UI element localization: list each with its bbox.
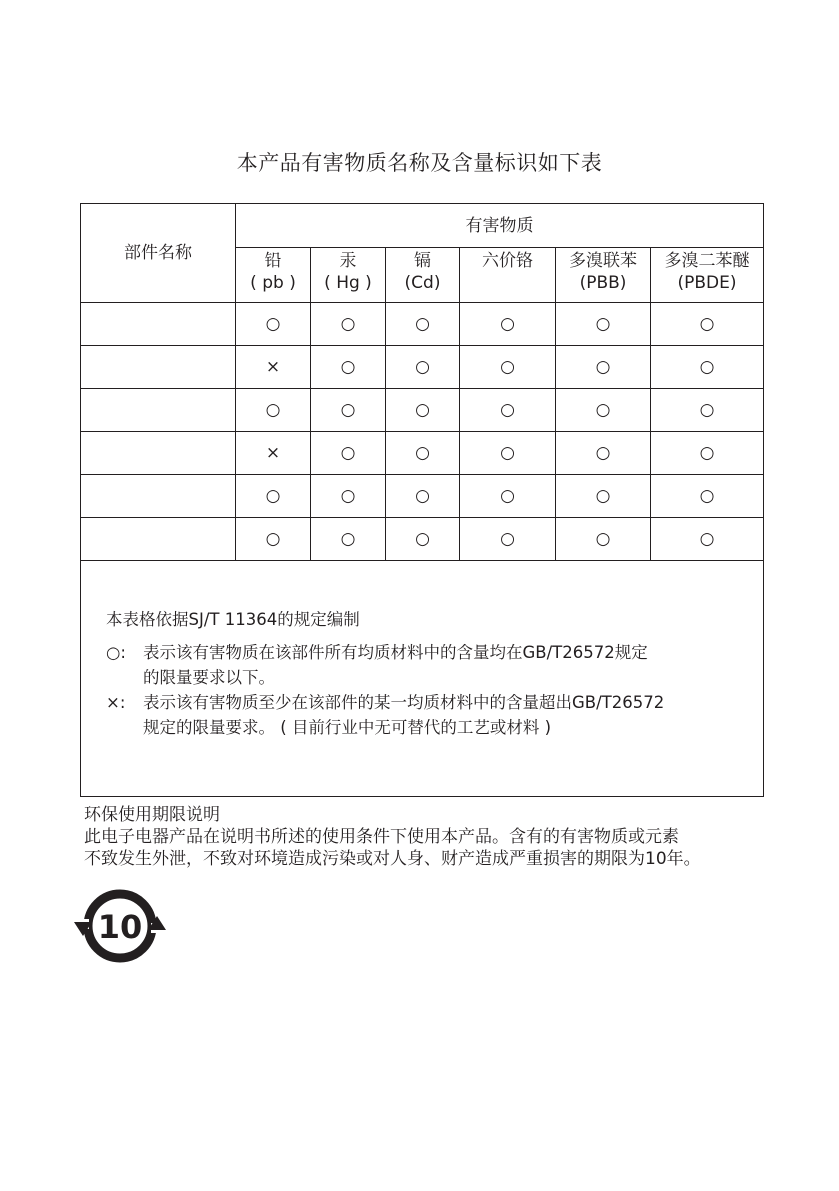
substance-name: 六价铬 (482, 251, 533, 271)
epup-heading: 环保使用期限说明 (84, 805, 220, 825)
part-name-cell (81, 475, 236, 518)
compliance-mark: ○ (651, 303, 764, 346)
compliance-mark: ○ (651, 389, 764, 432)
substance-name: 汞 (339, 251, 357, 271)
substance-header-4 (556, 248, 651, 303)
part-name-cell (81, 346, 236, 389)
substance-symbol: (PBB) (579, 273, 627, 293)
table-row (81, 389, 764, 432)
substance-header-2 (386, 248, 460, 303)
compliance-mark: ○ (651, 475, 764, 518)
circle-note (106, 640, 664, 665)
substance-name: 多溴联苯 (569, 251, 637, 271)
compliance-mark: × (236, 432, 311, 475)
compliance-mark: ○ (460, 346, 556, 389)
compliance-mark: ○ (556, 475, 651, 518)
part-name-cell (81, 303, 236, 346)
substance-name: 多溴二苯醚 (664, 251, 750, 271)
substance-name: 铅 (264, 251, 282, 271)
compliance-mark: ○ (460, 432, 556, 475)
part-name-cell (81, 518, 236, 561)
table-notes (81, 561, 764, 797)
substance-symbol: (PBDE) (677, 273, 737, 293)
epup-statement (84, 804, 701, 870)
circle-symbol: ○: (106, 643, 126, 662)
circle-note-text-2: 的限量要求以下。 (143, 668, 275, 687)
epup-10-year-logo-icon (74, 886, 166, 966)
standard-basis-note: 本表格依据SJ/T 11364的规定编制 (106, 610, 360, 629)
compliance-mark: ○ (651, 346, 764, 389)
compliance-mark: ○ (311, 432, 386, 475)
substance-symbol: (Cd) (404, 273, 441, 293)
compliance-mark: ○ (556, 389, 651, 432)
compliance-mark: ○ (556, 303, 651, 346)
compliance-mark: ○ (386, 346, 460, 389)
compliance-mark: ○ (236, 389, 311, 432)
table-row (81, 475, 764, 518)
substance-header-5 (651, 248, 764, 303)
compliance-mark: ○ (556, 346, 651, 389)
substance-header-3 (460, 248, 556, 303)
compliance-mark: ○ (386, 432, 460, 475)
compliance-mark: ○ (460, 475, 556, 518)
compliance-mark: ○ (651, 518, 764, 561)
cross-note-continued (106, 715, 664, 740)
part-name-header (81, 204, 236, 303)
compliance-mark: ○ (236, 518, 311, 561)
epup-line-1: 此电子电器产品在说明书所述的使用条件下使用本产品。含有的有害物质或元素 (84, 827, 679, 847)
circle-note-continued (106, 665, 664, 690)
cross-symbol: ×: (106, 693, 126, 712)
cross-note-text-2: 规定的限量要求。 ( 目前行业中无可替代的工艺或材料 ) (143, 718, 552, 737)
circle-note-text: 表示该有害物质在该部件所有均质材料中的含量均在GB/T26572规定 (143, 643, 648, 662)
compliance-mark: ○ (386, 518, 460, 561)
compliance-mark: ○ (311, 475, 386, 518)
notes-block (106, 607, 664, 740)
compliance-mark: ○ (556, 432, 651, 475)
compliance-mark: ○ (311, 303, 386, 346)
part-name-header-label: 部件名称 (124, 243, 192, 263)
table-body (81, 303, 764, 561)
table-row (81, 346, 764, 389)
table-row (81, 518, 764, 561)
compliance-mark: ○ (236, 475, 311, 518)
page-title: 本产品有害物质名称及含量标识如下表 (236, 151, 603, 175)
substance-header-0 (236, 248, 311, 303)
compliance-mark: ○ (386, 303, 460, 346)
compliance-mark: ○ (460, 303, 556, 346)
hazardous-substance-table (80, 203, 764, 797)
substance-header-1 (311, 248, 386, 303)
cross-note-text: 表示该有害物质至少在该部件的某一均质材料中的含量超出GB/T26572 (143, 693, 665, 712)
compliance-mark: ○ (556, 518, 651, 561)
compliance-mark: ○ (311, 518, 386, 561)
part-name-cell (81, 432, 236, 475)
table-row (81, 432, 764, 475)
compliance-mark: ○ (386, 389, 460, 432)
substance-name: 镉 (414, 251, 431, 271)
cross-note (106, 690, 664, 715)
part-name-cell (81, 389, 236, 432)
compliance-mark: ○ (311, 389, 386, 432)
compliance-mark: ○ (311, 346, 386, 389)
compliance-mark: ○ (386, 475, 460, 518)
compliance-mark: ○ (651, 432, 764, 475)
table-row (81, 303, 764, 346)
compliance-mark: × (236, 346, 311, 389)
logo-number: 10 (97, 908, 143, 946)
hazardous-substances-header: 有害物质 (236, 204, 764, 248)
compliance-mark: ○ (236, 303, 311, 346)
compliance-mark: ○ (460, 389, 556, 432)
epup-line-2: 不致发生外泄，不致对环境造成污染或对人身、财产造成严重损害的期限为10年。 (84, 849, 701, 869)
substance-symbol: ( Hg ) (324, 273, 372, 293)
substance-symbol: ( pb ) (250, 273, 296, 293)
compliance-mark: ○ (460, 518, 556, 561)
